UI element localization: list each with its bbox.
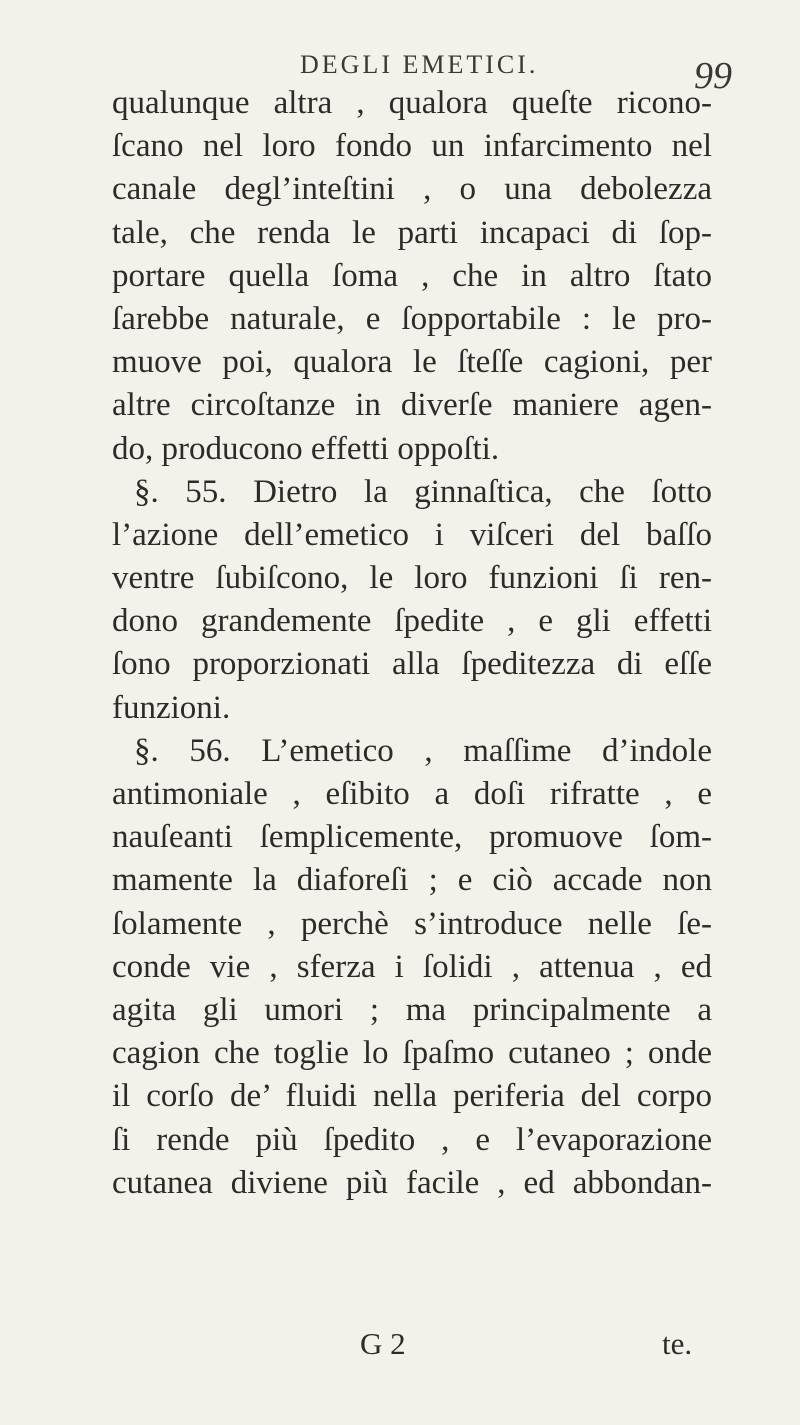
signature-mark: G 2 — [360, 1326, 406, 1361]
page-number: 99 — [694, 55, 732, 97]
text-line: ſarebbe naturale, e ſopportabile : le pro- — [112, 300, 712, 337]
page-footer — [360, 1326, 760, 1366]
text-line: agita gli umori ; ma principalmente a — [112, 991, 712, 1028]
text-line: altre circoſtanze in diverſe maniere agen- — [112, 387, 712, 424]
text-line: antimoniale , eſibito a doſi rifratte , e — [112, 776, 712, 812]
text-line: il corſo de’ fluidi nella periferia del corpo — [112, 1078, 712, 1115]
text-line: cagion che toglie lo ſpaſmo cutaneo ; onde — [112, 1035, 712, 1072]
text-line: canale degl’inteſtini , o una debolezza — [112, 171, 712, 208]
text-line: ſolamente , perchè s’introduce nelle ſe- — [112, 905, 712, 942]
text-line: ventre ſubiſcono, le loro funzioni ſi ren- — [112, 560, 712, 597]
text-line: cutanea diviene più facile , ed abbondan- — [112, 1164, 712, 1201]
running-head: DEGLI EMETICI. — [300, 50, 539, 79]
text-line-section-55-start: §. 55. Dietro la ginnaſtica, che ſotto — [134, 473, 712, 510]
text-line: conde vie , sferza i ſolidi , attenua , ed — [112, 948, 712, 985]
text-line: muove poi, qualora le ſteſſe cagioni, per — [112, 344, 712, 381]
text-line: tale, che renda le parti incapaci di ſop- — [112, 214, 712, 251]
catchword: te. — [662, 1326, 693, 1361]
text-line: portare quella ſoma , che in altro ſtato — [112, 257, 712, 294]
text-line: ſi rende più ſpedito , e l’evaporazione — [112, 1121, 712, 1158]
text-line: l’azione dell’emetico i viſceri del baſſo — [112, 516, 712, 553]
text-line: nauſeanti ſemplicemente, promuove ſom- — [112, 819, 712, 856]
text-line-paragraph-end: do, producono effetti oppoſti. — [112, 430, 500, 467]
text-line-paragraph-end: funzioni. — [112, 689, 231, 726]
text-line: dono grandemente ſpedite , e gli effetti — [112, 603, 712, 640]
text-line: ſcano nel loro fondo un infarcimento nel — [112, 128, 712, 165]
text-line: mamente la diaforeſi ; e ciò accade non — [112, 862, 712, 899]
body-text — [112, 82, 712, 1205]
text-line: ſono proporzionati alla ſpeditezza di eſſe — [112, 646, 712, 683]
text-line: qualunque altra , qualora queſte ricono- — [112, 85, 712, 121]
text-line-section-56-start: §. 56. L’emetico , maſſime d’indole — [134, 732, 712, 769]
